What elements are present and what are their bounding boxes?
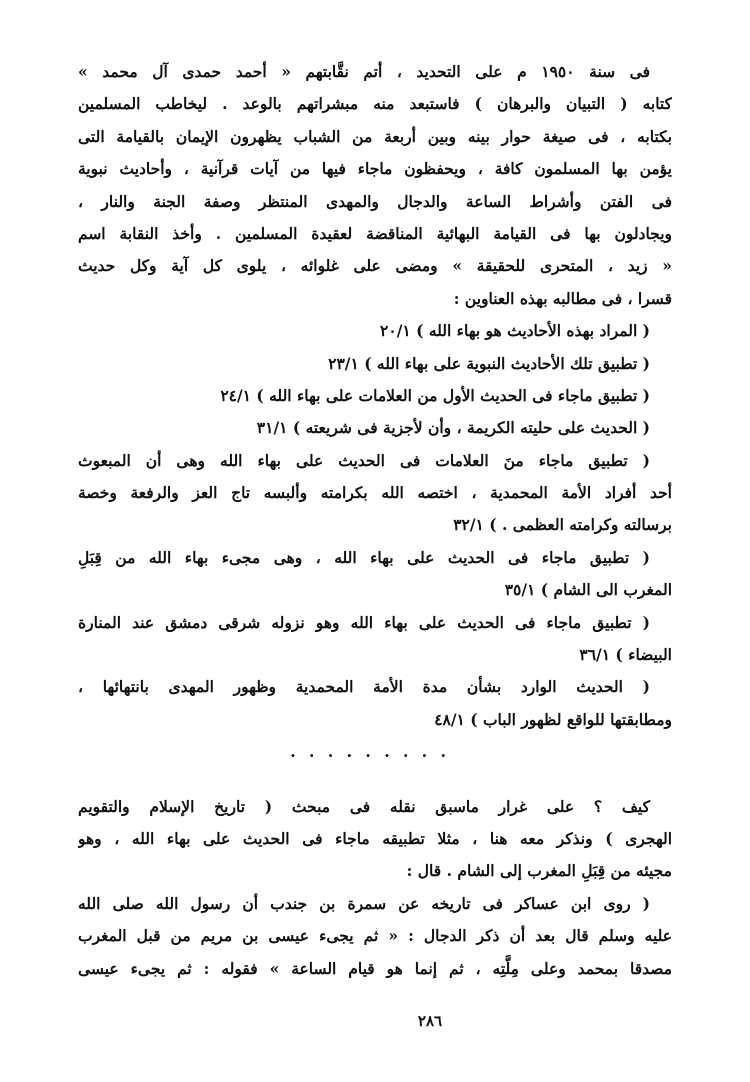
list-item: ( تطبيق ماجاء منَ العلامات فى الحديث على بهاء الله وهى أن المبعوث: [78, 450, 650, 470]
list-item: ( الحديث على حليته الكريمة ، وأن لأجزية فى شريعته ) ٣١/١: [256, 418, 650, 438]
text-block: [78, 56, 672, 985]
quote-line: عليه وسلم قال بعد أن ذكر الدجال : « ثم يجىء عيسى بن مريم من قبل المغرب: [78, 926, 672, 946]
quote-line: مصدقا بمحمد وعلى مِلَّتِه ، ثم إنما هو قيام الساعة » فقوله : ثم يجىء عيسى: [78, 958, 672, 978]
body-line: « زيد ، المتحرى للحقيقة » ومضى على غلوائه ، يلوى كل آية وكل حديث: [78, 256, 672, 276]
list-item: ( تطبيق ماجاء فى الحديث الأول من العلامات على بهاء الله ) ٢٤/١: [220, 385, 650, 405]
page-number: ٢٨٦: [417, 1012, 443, 1030]
list-item-continuation: المغرب الى الشام ) ٣٥/١: [504, 580, 672, 600]
list-item: ( المراد بهذه الأحاديث هو بهاء الله ) ٢٠/١: [380, 321, 650, 341]
list-item: ( تطبيق تلك الأحاديث النبوية على بهاء الله ) ٢٣/١: [328, 353, 650, 373]
body-line: ويجادلون بها فى القيامة البهائية المناقضة لعقيدة المسلمين . وأخذ النقابة اسم: [78, 223, 672, 243]
body-line: قسرا ، فى مطالبه بهذه العناوين :: [453, 288, 672, 308]
body-line: كتابه ( التبيان والبرهان ) فاستبعد منه مبشراتهم بالوعد . ليخاطب المسلمين: [78, 94, 672, 114]
body-line: فى الفتن وأشراط الساعة والدجال والمهدى المنتظر وصفة الجنة والنار ،: [78, 191, 672, 211]
body-line: كيف ؟ على غرار ماسبق نقله فى مبحث ( تاريخ الإسلام والتقويم: [78, 796, 650, 816]
list-item: ( تطبيق ماجاء فى الحديث على بهاء الله وهو نزوله شرقى دمشق عند المنارة: [78, 612, 650, 632]
body-line: بكتابه ، فى صيغة حوار بينه وبين أربعة من الشباب يظهرون الإيمان بالقيامة التى: [78, 126, 672, 146]
quote-line: ( روى ابن عساكر فى تاريخه عن سمرة بن جندب أن رسول الله صلى الله: [78, 893, 650, 913]
list-item-continuation: ومطابقتها للواقع لظهور الباب ) ٤٨/١: [434, 709, 672, 729]
body-line: الهجرى ) ونذكر معه هنا ، مثلا تطبيقه ماجاء فى الحديث على بهاء الله ، وهو: [78, 828, 672, 848]
list-item-continuation: البيضاء ) ٣٦/١: [579, 645, 672, 665]
spacer: [78, 769, 672, 791]
list-item: ( الحديث الوارد بشأن مدة الأمة المحمدية وظهور المهدى بانتهائها ،: [78, 677, 650, 697]
section-separator: . . . . . . . . .: [290, 742, 450, 762]
body-line: مجيئه من قِبَلِ المغرب إلى الشام . قال :: [406, 861, 672, 881]
body-line: فى سنة ١٩٥٠ م على التحديد ، أتم نقَّابتهم « أحمد حمدى آل محمد »: [78, 62, 650, 81]
list-item: ( تطبيق ماجاء فى الحديث على بهاء الله ، وهى مجىء بهاء الله من قِبَلِ: [78, 547, 650, 567]
list-item-continuation: برسالته وكرامته العظمى . ) ٣٢/١: [453, 515, 672, 535]
body-line: يؤمن بها المسلمون كافة ، ويحفظون ماجاء فيها من آيات قرآنية ، وأحاديث نبوية: [78, 159, 672, 179]
list-item-continuation: أحد أفراد الأمة المحمدية ، اختصه الله بكرامته وألبسه تاج العز والرفعة وخصة: [78, 483, 672, 503]
